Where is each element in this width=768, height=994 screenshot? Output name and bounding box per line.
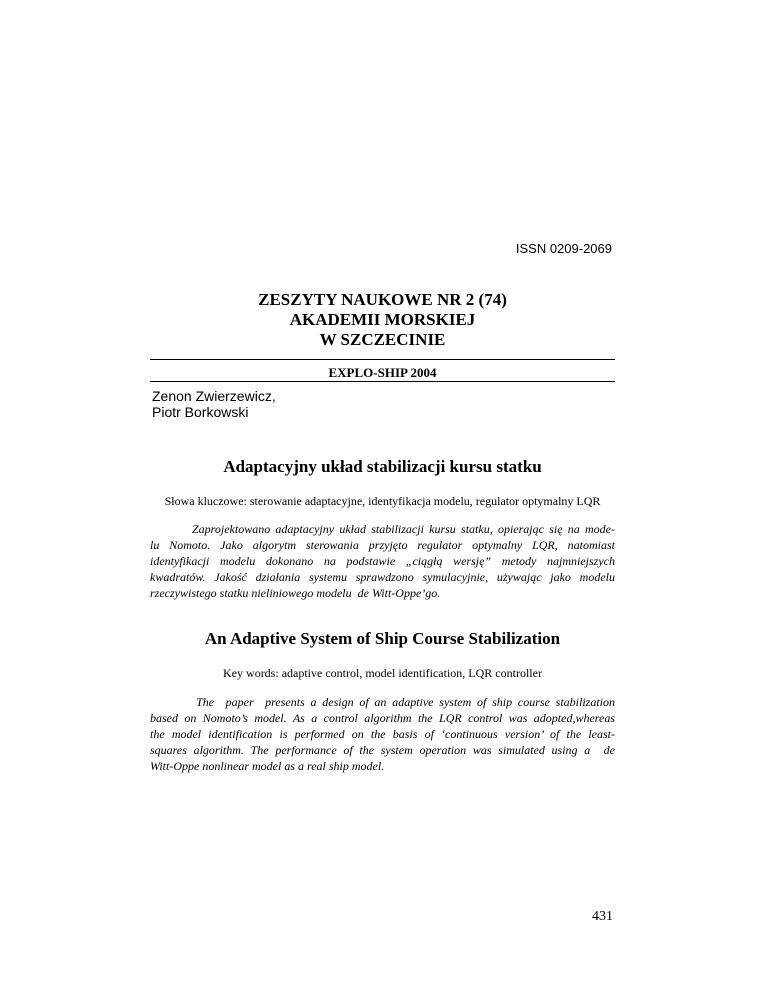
abstract-line: rzeczywistego statku nieliniowego modelu de Witt-Oppe’go.	[150, 586, 441, 600]
abstract-line: Zaprojektowano adaptacyjny układ stabilizacji kursu statku, opierając się na mode-	[150, 522, 616, 536]
abstract-line: lu Nomoto. Jako algorytm sterowania przyjęto regulator optymalny LQR, natomiast	[150, 538, 615, 552]
keywords-polish: Słowa kluczowe: sterowanie adaptacyjne, identyfikacja modelu, regulator optymalny LQR	[164, 494, 601, 508]
abstract-line: kwadratów. Jakość działania systemu sprawdzono symulacyjnie, używając jako modelu	[150, 570, 615, 584]
journal-title	[150, 290, 615, 350]
journal-title-line-3: W SZCZECINIE	[319, 330, 446, 349]
abstract-polish	[150, 521, 615, 601]
paper-title-polish: Adaptacyjny układ stabilizacji kursu statku	[223, 457, 542, 476]
abstract-line: identyfikacji modelu dokonano na podstawie „ciągłą wersję” metody najmniejszych	[150, 554, 615, 568]
abstract-line: based on Nomoto’s model. As a control algorithm the LQR control was adopted,whereas	[150, 711, 615, 725]
author-list	[152, 388, 276, 420]
issn-label: ISSN 0209-2069	[515, 241, 612, 256]
author-name: Piotr Borkowski	[152, 404, 249, 420]
keywords-english: Key words: adaptive control, model identification, LQR controller	[223, 666, 542, 680]
abstract-english	[150, 694, 615, 774]
abstract-line: Witt-Oppe nonlinear model as a real ship model.	[150, 759, 385, 773]
top-rule	[150, 359, 615, 360]
journal-title-line-2: AKADEMII MORSKIEJ	[289, 310, 476, 329]
abstract-line: the model identification is performed on the basis of ‘continuous version’ of the least-	[150, 727, 615, 741]
bottom-rule	[150, 381, 615, 382]
paper-title-english: An Adaptive System of Ship Course Stabilization	[204, 629, 561, 648]
journal-title-line-1: ZESZYTY NAUKOWE NR 2 (74)	[258, 290, 507, 309]
conference-name: EXPLO-SHIP 2004	[328, 365, 437, 380]
abstract-line: squares algorithm. The performance of the system operation was simulated using a de	[150, 743, 615, 757]
abstract-line: The paper presents a design of an adaptive system of ship course stabilization	[150, 695, 615, 709]
page-number: 431	[592, 909, 613, 924]
author-name: Zenon Zwierzewicz,	[152, 388, 276, 404]
